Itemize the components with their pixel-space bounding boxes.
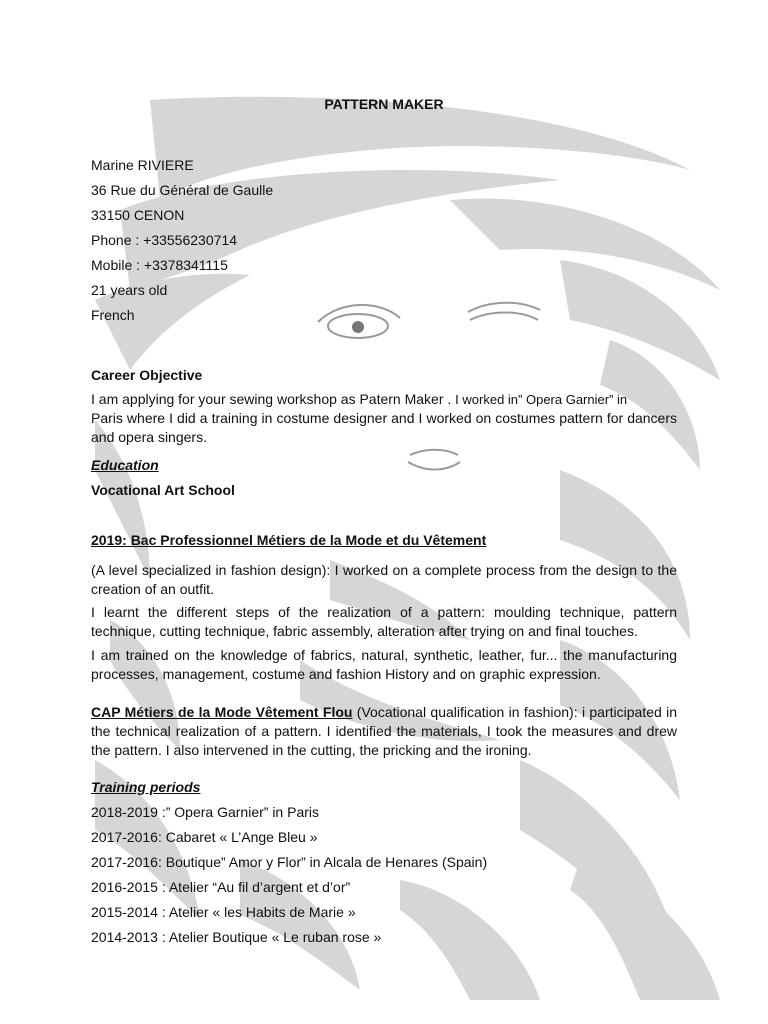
career-objective-heading: Career Objective <box>91 367 203 383</box>
training-item: 2017-2016: Boutique” Amor y Flor” in Alcala de Henares (Spain) <box>91 854 488 870</box>
career-text-c: Paris where I did a training in costume designer and I worked on costumes pattern for dancers and opera singers. <box>91 410 677 445</box>
cap-text: (Vocational qualification in fashion): i participated in the technical realization of a pattern. I identified the materials, I took the measures and drew the pattern. I also intervened in the cutting, the pricking and the ironing. <box>91 704 677 758</box>
training-heading: Training periods <box>91 779 201 795</box>
bac-paragraph-2: I learnt the different steps of the realization of a pattern: moulding technique, pattern technique, cutting technique, fabric assembly, alteration after trying on and final touches. <box>91 604 677 639</box>
contact-phone: Phone : +33556230714 <box>91 232 237 248</box>
career-objective-text <box>91 390 677 447</box>
contact-city: 33150 CENON <box>91 207 185 223</box>
cap-paragraph <box>91 703 677 760</box>
contact-name: Marine RIVIERE <box>91 157 194 173</box>
education-school: Vocational Art School <box>91 482 235 498</box>
contact-nationality: French <box>91 307 135 323</box>
cap-title: CAP Métiers de la Mode Vêtement Flou <box>91 704 353 720</box>
training-item: 2017-2016: Cabaret « L’Ange Bleu » <box>91 829 318 845</box>
career-text-a: I am applying for your sewing workshop as Patern Maker . <box>91 391 456 407</box>
training-item: 2015-2014 : Atelier « les Habits de Marie » <box>91 904 356 920</box>
training-item: 2014-2013 : Atelier Boutique « Le ruban rose » <box>91 929 382 945</box>
bac-title: 2019: Bac Professionnel Métiers de la Mode et du Vêtement <box>91 532 487 548</box>
training-item: 2016-2015 : Atelier “Au fil d’argent et d’or” <box>91 879 351 895</box>
document-title: PATTERN MAKER <box>324 96 444 112</box>
contact-mobile: Mobile : +3378341115 <box>91 257 228 273</box>
bac-paragraph-1: (A level specialized in fashion design): I worked on a complete process from the design to the creation of an outfit. <box>91 562 677 597</box>
education-heading: Education <box>91 457 159 473</box>
training-item: 2018-2019 :” Opera Garnier” in Paris <box>91 804 319 820</box>
contact-age: 21 years old <box>91 282 168 298</box>
contact-street: 36 Rue du Général de Gaulle <box>91 182 274 198</box>
bac-paragraph-3: I am trained on the knowledge of fabrics, natural, synthetic, leather, fur... the manufacturing processes, management, costume and fashion History and on graphic expression. <box>91 647 677 682</box>
career-text-b: I worked in” Opera Garnier” in <box>455 392 628 407</box>
